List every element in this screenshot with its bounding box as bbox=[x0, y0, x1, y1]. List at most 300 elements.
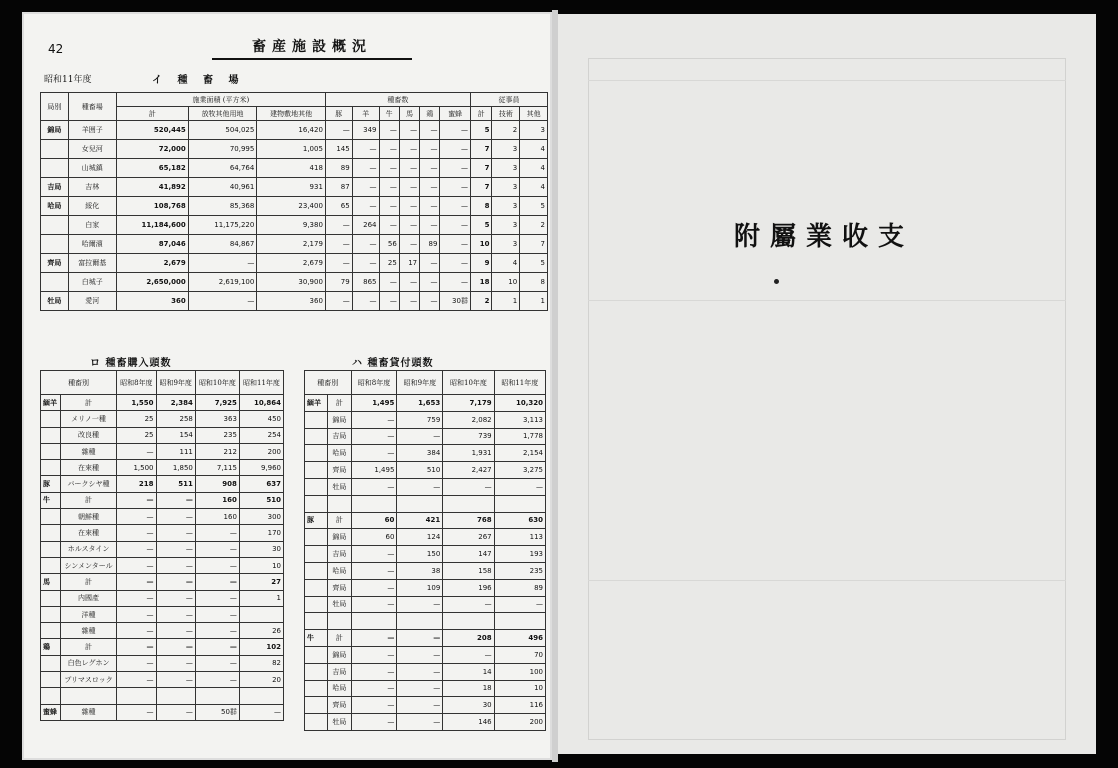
cattle-cell: — bbox=[379, 197, 399, 216]
th-other: 其他 bbox=[520, 107, 548, 121]
tech-cell: 3 bbox=[492, 178, 520, 197]
category-cell bbox=[41, 525, 61, 541]
value-cell bbox=[494, 495, 545, 512]
th-y11: 昭和11年度 bbox=[494, 371, 545, 395]
value-cell: — bbox=[195, 606, 239, 622]
subcategory-cell: メリノ一種 bbox=[60, 411, 116, 427]
pig-cell: 89 bbox=[325, 159, 352, 178]
tech-cell: 3 bbox=[492, 216, 520, 235]
table-row bbox=[41, 655, 284, 671]
th-bee: 蜜蜂 bbox=[440, 107, 471, 121]
th-building: 建物敷地其他 bbox=[257, 107, 326, 121]
value-cell bbox=[351, 613, 397, 630]
value-cell: — bbox=[117, 672, 156, 688]
value-cell: — bbox=[117, 590, 156, 606]
category-cell bbox=[41, 688, 61, 704]
th-y9: 昭和9年度 bbox=[397, 371, 443, 395]
table-row bbox=[305, 546, 546, 563]
value-cell: — bbox=[156, 492, 195, 508]
subcategory-cell: 吉局 bbox=[328, 428, 351, 445]
value-cell: — bbox=[156, 704, 195, 720]
value-cell: — bbox=[117, 492, 156, 508]
table-row bbox=[305, 395, 546, 412]
breeding-farm-table bbox=[40, 92, 548, 311]
building-cell: 9,380 bbox=[257, 216, 326, 235]
pasture-cell: 84,867 bbox=[188, 235, 257, 254]
pasture-cell: — bbox=[188, 254, 257, 273]
chicken-cell: — bbox=[420, 140, 440, 159]
table-row bbox=[305, 529, 546, 546]
subcategory-cell: 雜種 bbox=[60, 443, 116, 459]
value-cell: 630 bbox=[494, 512, 545, 529]
bureau-cell: 吉局 bbox=[41, 178, 69, 197]
other-cell: 2 bbox=[520, 216, 548, 235]
other-cell: 8 bbox=[520, 273, 548, 292]
value-cell: — bbox=[351, 596, 397, 613]
value-cell: 450 bbox=[239, 411, 283, 427]
value-cell: 158 bbox=[443, 562, 494, 579]
table-row bbox=[41, 159, 548, 178]
category-cell bbox=[305, 478, 328, 495]
value-cell: 235 bbox=[494, 562, 545, 579]
value-cell: — bbox=[351, 714, 397, 731]
table-row bbox=[41, 525, 284, 541]
farm-cell: 白家 bbox=[68, 216, 116, 235]
other-cell: 4 bbox=[520, 159, 548, 178]
other-cell: 1 bbox=[520, 292, 548, 311]
bureau-cell bbox=[41, 273, 69, 292]
tech-cell: 3 bbox=[492, 159, 520, 178]
value-cell: 7,115 bbox=[195, 460, 239, 476]
subcategory-cell: 計 bbox=[60, 639, 116, 655]
value-cell: 2,384 bbox=[156, 395, 195, 411]
tech-cell: 1 bbox=[492, 292, 520, 311]
subcategory-cell: 牡局 bbox=[328, 478, 351, 495]
chicken-cell: — bbox=[420, 197, 440, 216]
category-cell bbox=[41, 623, 61, 639]
other-cell: 5 bbox=[520, 254, 548, 273]
pig-cell: — bbox=[325, 216, 352, 235]
category-cell: 牛 bbox=[305, 630, 328, 647]
value-cell: — bbox=[117, 623, 156, 639]
category-cell bbox=[305, 495, 328, 512]
th-kind: 種畜別 bbox=[305, 371, 352, 395]
value-cell: 3,113 bbox=[494, 411, 545, 428]
tech-cell: 2 bbox=[492, 121, 520, 140]
horse-cell: — bbox=[399, 235, 419, 254]
table-row bbox=[41, 541, 284, 557]
th-sheep: 羊 bbox=[352, 107, 379, 121]
subcategory-cell: 白色レグホン bbox=[60, 655, 116, 671]
value-cell: — bbox=[156, 509, 195, 525]
category-cell bbox=[305, 579, 328, 596]
building-cell: 30,900 bbox=[257, 273, 326, 292]
subcategory-cell: 吉局 bbox=[328, 546, 351, 563]
pig-cell: — bbox=[325, 235, 352, 254]
subcategory-cell: 牡局 bbox=[328, 596, 351, 613]
subcategory-cell: 哈局 bbox=[328, 680, 351, 697]
value-cell bbox=[239, 606, 283, 622]
table-row bbox=[305, 562, 546, 579]
subcategory-cell: 計 bbox=[60, 574, 116, 590]
building-cell: 360 bbox=[257, 292, 326, 311]
th-horse: 馬 bbox=[399, 107, 419, 121]
value-cell: 510 bbox=[397, 462, 443, 479]
value-cell: — bbox=[397, 714, 443, 731]
value-cell bbox=[156, 688, 195, 704]
category-cell: 豚 bbox=[41, 476, 61, 492]
value-cell: 124 bbox=[397, 529, 443, 546]
chicken-cell: — bbox=[420, 292, 440, 311]
table-row bbox=[305, 646, 546, 663]
category-cell bbox=[305, 613, 328, 630]
value-cell: 196 bbox=[443, 579, 494, 596]
pasture-cell: 85,368 bbox=[188, 197, 257, 216]
cattle-cell: — bbox=[379, 178, 399, 197]
subcategory-cell: 計 bbox=[328, 395, 351, 412]
value-cell: — bbox=[351, 663, 397, 680]
table-row bbox=[305, 630, 546, 647]
chicken-cell: — bbox=[420, 178, 440, 197]
value-cell: 89 bbox=[494, 579, 545, 596]
subcategory-cell: シンメンタール bbox=[60, 557, 116, 573]
subcategory-cell: 錦局 bbox=[328, 411, 351, 428]
farm-cell: 富拉爾基 bbox=[68, 254, 116, 273]
value-cell: 254 bbox=[239, 427, 283, 443]
value-cell: — bbox=[351, 697, 397, 714]
value-cell: — bbox=[443, 596, 494, 613]
chicken-cell: — bbox=[420, 159, 440, 178]
cattle-cell: — bbox=[379, 216, 399, 235]
value-cell: 113 bbox=[494, 529, 545, 546]
value-cell: 116 bbox=[494, 697, 545, 714]
th-y8: 昭和8年度 bbox=[117, 371, 156, 395]
value-cell: — bbox=[195, 557, 239, 573]
value-cell: — bbox=[397, 428, 443, 445]
staff-total-cell: 5 bbox=[470, 121, 492, 140]
bureau-cell bbox=[41, 235, 69, 254]
horse-cell: — bbox=[399, 216, 419, 235]
subcategory-cell: 計 bbox=[328, 512, 351, 529]
sheep-cell: — bbox=[352, 197, 379, 216]
category-cell bbox=[41, 541, 61, 557]
subcategory-cell bbox=[328, 613, 351, 630]
sheep-cell: — bbox=[352, 254, 379, 273]
value-cell: 147 bbox=[443, 546, 494, 563]
value-cell: 496 bbox=[494, 630, 545, 647]
category-cell bbox=[305, 462, 328, 479]
value-cell: 258 bbox=[156, 411, 195, 427]
tech-cell: 3 bbox=[492, 235, 520, 254]
pig-cell: — bbox=[325, 254, 352, 273]
page-number: 42 bbox=[48, 42, 64, 56]
table-row bbox=[41, 688, 284, 704]
horse-cell: — bbox=[399, 140, 419, 159]
value-cell: 1,778 bbox=[494, 428, 545, 445]
table-row bbox=[41, 460, 284, 476]
pasture-cell: 40,961 bbox=[188, 178, 257, 197]
value-cell: 2,082 bbox=[443, 411, 494, 428]
value-cell: 193 bbox=[494, 546, 545, 563]
left-page bbox=[22, 12, 552, 760]
staff-total-cell: 7 bbox=[470, 140, 492, 159]
table-row bbox=[41, 443, 284, 459]
farm-cell: 哈爾濱 bbox=[68, 235, 116, 254]
subcategory-cell bbox=[328, 495, 351, 512]
category-cell bbox=[305, 596, 328, 613]
bureau-cell: 牡局 bbox=[41, 292, 69, 311]
table-row bbox=[305, 579, 546, 596]
section-ro-title: ロ 種畜購入頭数 bbox=[90, 358, 172, 369]
value-cell: 25 bbox=[117, 411, 156, 427]
subcategory-cell: 哈局 bbox=[328, 562, 351, 579]
value-cell: — bbox=[156, 557, 195, 573]
value-cell: 30 bbox=[239, 541, 283, 557]
area-total-cell: 72,000 bbox=[116, 140, 188, 159]
tech-cell: 3 bbox=[492, 197, 520, 216]
value-cell: 26 bbox=[239, 623, 283, 639]
category-cell: 緬羊 bbox=[305, 395, 328, 412]
table-row bbox=[41, 427, 284, 443]
sheep-cell: — bbox=[352, 235, 379, 254]
other-cell: 4 bbox=[520, 178, 548, 197]
value-cell: 70 bbox=[494, 646, 545, 663]
subcategory-cell: 内國產 bbox=[60, 590, 116, 606]
th-y8: 昭和8年度 bbox=[351, 371, 397, 395]
subcategory-cell: バークシヤ種 bbox=[60, 476, 116, 492]
livestock-loan-table bbox=[304, 370, 546, 731]
table-row bbox=[305, 596, 546, 613]
farm-cell: 綏化 bbox=[68, 197, 116, 216]
value-cell bbox=[195, 688, 239, 704]
table-row bbox=[305, 680, 546, 697]
value-cell: 18 bbox=[443, 680, 494, 697]
bee-cell: — bbox=[440, 140, 471, 159]
subcategory-cell: 在來種 bbox=[60, 525, 116, 541]
value-cell: 154 bbox=[156, 427, 195, 443]
chicken-cell: — bbox=[420, 254, 440, 273]
value-cell bbox=[397, 495, 443, 512]
subcategory-cell: 雜種 bbox=[60, 623, 116, 639]
category-cell bbox=[41, 460, 61, 476]
th-staff-total: 計 bbox=[470, 107, 492, 121]
th-total: 計 bbox=[116, 107, 188, 121]
staff-total-cell: 10 bbox=[470, 235, 492, 254]
category-cell bbox=[305, 428, 328, 445]
value-cell: 1 bbox=[239, 590, 283, 606]
value-cell: — bbox=[351, 428, 397, 445]
section-ha-title: ハ 種畜貸付頭数 bbox=[352, 358, 434, 369]
staff-total-cell: 5 bbox=[470, 216, 492, 235]
table-row bbox=[41, 590, 284, 606]
chicken-cell: — bbox=[420, 121, 440, 140]
subcategory-cell bbox=[60, 688, 116, 704]
value-cell: 768 bbox=[443, 512, 494, 529]
value-cell: 10,320 bbox=[494, 395, 545, 412]
table-row bbox=[305, 714, 546, 731]
ink-dot bbox=[774, 279, 779, 284]
cattle-cell: — bbox=[379, 292, 399, 311]
category-cell bbox=[41, 509, 61, 525]
th-farm: 種畜場 bbox=[68, 93, 116, 121]
other-cell: 5 bbox=[520, 197, 548, 216]
pig-cell: 87 bbox=[325, 178, 352, 197]
subcategory-cell: ホルスタイン bbox=[60, 541, 116, 557]
table-row bbox=[305, 697, 546, 714]
value-cell: — bbox=[156, 574, 195, 590]
value-cell: 384 bbox=[397, 445, 443, 462]
value-cell: — bbox=[351, 411, 397, 428]
bee-cell: — bbox=[440, 197, 471, 216]
value-cell: — bbox=[117, 443, 156, 459]
category-cell bbox=[305, 411, 328, 428]
subcategory-cell: 雜種 bbox=[60, 704, 116, 720]
other-cell: 7 bbox=[520, 235, 548, 254]
other-cell: 4 bbox=[520, 140, 548, 159]
bee-cell: — bbox=[440, 159, 471, 178]
cattle-cell: 25 bbox=[379, 254, 399, 273]
value-cell: 7,179 bbox=[443, 395, 494, 412]
value-cell: 637 bbox=[239, 476, 283, 492]
horse-cell: — bbox=[399, 273, 419, 292]
value-cell: 1,931 bbox=[443, 445, 494, 462]
table-row bbox=[41, 476, 284, 492]
table-row bbox=[41, 509, 284, 525]
pig-cell: 65 bbox=[325, 197, 352, 216]
subcategory-cell: 在來種 bbox=[60, 460, 116, 476]
area-total-cell: 2,679 bbox=[116, 254, 188, 273]
table-row bbox=[305, 478, 546, 495]
pig-cell: 145 bbox=[325, 140, 352, 159]
value-cell: 25 bbox=[117, 427, 156, 443]
farm-cell: 山城鎮 bbox=[68, 159, 116, 178]
bureau-cell bbox=[41, 140, 69, 159]
value-cell: 150 bbox=[397, 546, 443, 563]
livestock-purchase-table bbox=[40, 370, 284, 721]
th-pasture: 放牧其他用地 bbox=[188, 107, 257, 121]
value-cell: 510 bbox=[239, 492, 283, 508]
pig-cell: — bbox=[325, 121, 352, 140]
table-row bbox=[41, 121, 548, 140]
category-cell: 鶏 bbox=[41, 639, 61, 655]
category-cell bbox=[41, 411, 61, 427]
value-cell: 7,925 bbox=[195, 395, 239, 411]
category-cell bbox=[41, 655, 61, 671]
pasture-cell: — bbox=[188, 292, 257, 311]
value-cell: 218 bbox=[117, 476, 156, 492]
value-cell: — bbox=[195, 672, 239, 688]
value-cell: — bbox=[351, 562, 397, 579]
area-total-cell: 11,184,600 bbox=[116, 216, 188, 235]
subcategory-cell: 計 bbox=[328, 630, 351, 647]
category-cell bbox=[305, 663, 328, 680]
th-tech: 技術 bbox=[492, 107, 520, 121]
table-row bbox=[41, 492, 284, 508]
value-cell: — bbox=[117, 509, 156, 525]
subcategory-cell: 齊局 bbox=[328, 462, 351, 479]
value-cell: 2,427 bbox=[443, 462, 494, 479]
table-row bbox=[305, 445, 546, 462]
value-cell: — bbox=[156, 541, 195, 557]
th-pig: 豚 bbox=[325, 107, 352, 121]
horse-cell: — bbox=[399, 159, 419, 178]
right-page-title: 附屬業收支 bbox=[734, 222, 915, 252]
building-cell: 2,179 bbox=[257, 235, 326, 254]
value-cell: — bbox=[351, 546, 397, 563]
value-cell: — bbox=[195, 574, 239, 590]
pasture-cell: 64,764 bbox=[188, 159, 257, 178]
value-cell: 908 bbox=[195, 476, 239, 492]
area-total-cell: 360 bbox=[116, 292, 188, 311]
category-cell bbox=[305, 680, 328, 697]
subcategory-cell: 朝鮮種 bbox=[60, 509, 116, 525]
sheep-cell: 865 bbox=[352, 273, 379, 292]
farm-cell: 吉林 bbox=[68, 178, 116, 197]
building-cell: 1,005 bbox=[257, 140, 326, 159]
table-row bbox=[41, 557, 284, 573]
category-cell: 豚 bbox=[305, 512, 328, 529]
table-row bbox=[305, 512, 546, 529]
value-cell: — bbox=[117, 655, 156, 671]
value-cell: 14 bbox=[443, 663, 494, 680]
subcategory-cell: 計 bbox=[60, 492, 116, 508]
bureau-cell bbox=[41, 159, 69, 178]
value-cell: 267 bbox=[443, 529, 494, 546]
value-cell: — bbox=[156, 639, 195, 655]
sheep-cell: — bbox=[352, 292, 379, 311]
staff-total-cell: 8 bbox=[470, 197, 492, 216]
bureau-cell: 錦局 bbox=[41, 121, 69, 140]
bureau-cell: 齊局 bbox=[41, 254, 69, 273]
table-row bbox=[41, 254, 548, 273]
value-cell: 50群 bbox=[195, 704, 239, 720]
tech-cell: 4 bbox=[492, 254, 520, 273]
value-cell: — bbox=[195, 639, 239, 655]
sheep-cell: — bbox=[352, 140, 379, 159]
th-bureau: 局別 bbox=[41, 93, 69, 121]
category-cell: 牛 bbox=[41, 492, 61, 508]
value-cell: 10 bbox=[239, 557, 283, 573]
value-cell: — bbox=[117, 541, 156, 557]
category-cell bbox=[305, 562, 328, 579]
value-cell: — bbox=[239, 704, 283, 720]
value-cell: — bbox=[156, 590, 195, 606]
table-row bbox=[41, 292, 548, 311]
value-cell: — bbox=[351, 680, 397, 697]
value-cell bbox=[397, 613, 443, 630]
value-cell: — bbox=[397, 646, 443, 663]
table-row bbox=[41, 197, 548, 216]
category-cell bbox=[305, 714, 328, 731]
th-staff: 従事員 bbox=[470, 93, 547, 107]
sheep-cell: 264 bbox=[352, 216, 379, 235]
building-cell: 418 bbox=[257, 159, 326, 178]
pasture-cell: 70,995 bbox=[188, 140, 257, 159]
value-cell: 421 bbox=[397, 512, 443, 529]
table-row bbox=[305, 663, 546, 680]
table-row bbox=[41, 704, 284, 720]
cattle-cell: — bbox=[379, 159, 399, 178]
value-cell bbox=[443, 495, 494, 512]
value-cell: 30 bbox=[443, 697, 494, 714]
staff-total-cell: 2 bbox=[470, 292, 492, 311]
value-cell: — bbox=[117, 639, 156, 655]
table-row bbox=[41, 672, 284, 688]
category-cell bbox=[41, 590, 61, 606]
subcategory-cell: 洋種 bbox=[60, 606, 116, 622]
value-cell: 363 bbox=[195, 411, 239, 427]
subcategory-cell: 哈局 bbox=[328, 445, 351, 462]
